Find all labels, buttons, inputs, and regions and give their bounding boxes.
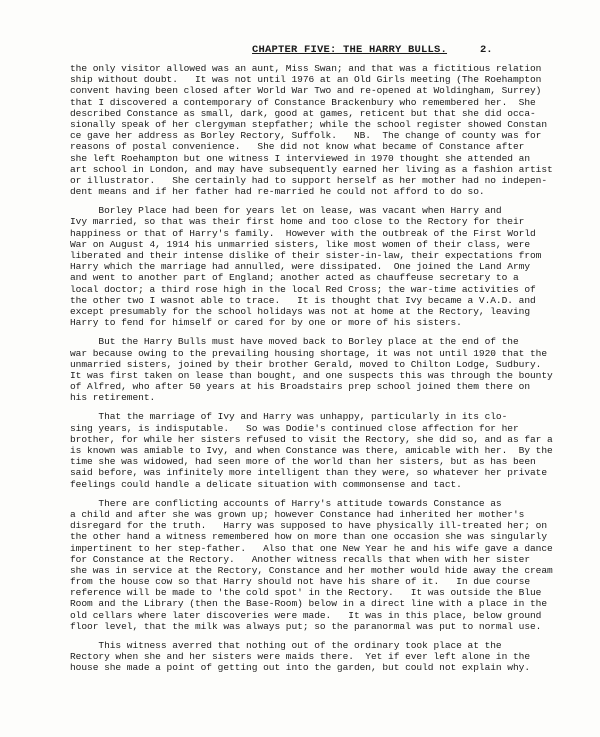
text-line: of Alfred, who after 50 years at his Broadstairs prep school joined them there on — [70, 381, 531, 393]
text-line: house she made a point of getting out into the garden, but could not explain why. — [70, 662, 531, 674]
paragraph — [70, 205, 570, 328]
paragraph-gap — [70, 328, 570, 336]
paragraph — [70, 640, 570, 674]
text-line: old cellars where later discoveries were made. It was in this place, below ground — [70, 609, 542, 621]
text-line: unmarried sisters, joined by their brother Gerald, moved to Chilton Lodge, Sudbury. — [70, 358, 542, 370]
text-line: and went to another part of England; another acted as chauffeuse secretary to a — [70, 272, 519, 284]
text-line: That the marriage of Ivy and Harry was unhappy, particularly in its clo- — [70, 411, 508, 423]
text-line: the only visitor allowed was an aunt, Miss Swan; and that was a fictitious relation — [70, 63, 542, 74]
paragraph-gap — [70, 490, 570, 498]
page-number: 2. — [480, 44, 493, 56]
text-line: or illustrator. She certainly had to support herself as her mother had no indepen- — [70, 174, 548, 186]
text-line: impertinent to her step-father. Also that one New Year he and his wife gave a dance — [70, 542, 553, 554]
text-line: from the house cow so that Harry should not have his share of it. In due course — [70, 576, 531, 588]
document-body — [70, 63, 570, 674]
text-line: war because owing to the prevailing housing shortage, it was not until 1920 that the — [70, 347, 548, 359]
paragraph-gap — [70, 197, 570, 205]
text-line: Ivy married, so that was their first home and too close to the Rectory for their — [70, 216, 525, 228]
text-line: art school in London, and may have subsequently earned her living as a fashion artist — [70, 163, 553, 175]
text-line: There are conflicting accounts of Harry's attitude towards Constance as — [70, 497, 502, 509]
text-line: feelings could handle a delicate situation with commonsense and tact. — [70, 478, 462, 490]
paragraph — [70, 411, 570, 489]
text-line: disregard for the truth. Harry was supposed to have physically ill-treated her; on — [70, 520, 548, 532]
text-line: But the Harry Bulls must have moved back to Borley place at the end of the — [70, 336, 519, 348]
text-line: ship without doubt. It was not until 1976 at an Old Girls meeting (The Roehampton — [70, 74, 542, 86]
text-line: reasons of postal convenience. She did not know what became of Constance after — [70, 141, 525, 153]
paragraph — [70, 63, 570, 197]
text-line: It was first taken on lease than bought, and one suspects this was through the bounty — [70, 369, 553, 381]
text-line: sing years, is indisputable. So was Dodie's continued close affection for her — [70, 422, 519, 434]
text-line: reference will be made to 'the cold spot' in the Rectory. It was outside the Blue — [70, 587, 542, 599]
paragraph-gap — [70, 403, 570, 411]
paragraph — [70, 336, 570, 403]
text-line: the other hand a witness remembered how on more than one occasion she was singularly — [70, 531, 548, 543]
text-line: said before, was infinitely more intelligent than they were, so whatever her private — [70, 467, 548, 479]
text-line: sionally speak of her clergyman stepfather; while the school register showed Constan — [70, 118, 548, 130]
text-line: for Constance at the Rectory. Another witness recalls that when with her sister — [70, 553, 531, 565]
text-line: This witness averred that nothing out of the ordinary took place at the — [70, 640, 502, 651]
text-line: a child and after she was grown up; however Constance had inherited her mother's — [70, 508, 525, 520]
text-line: is known was amiable to Ivy, and when Constance was there, amicable with her. By the — [70, 445, 553, 456]
text-line: brother, for while her sisters refused to visit the Rectory, she did so, and as far a — [70, 433, 553, 445]
text-line: liberated and their intense dislike of their sister-in-law, their expectations from — [70, 250, 542, 261]
text-line: time she was widowed, had seen more of the world than her sisters, but as has been — [70, 456, 536, 468]
text-line: War on August 4, 1914 his unmarried sisters, like most women of their class, were — [70, 238, 531, 250]
text-line: dent means and if her father had re-married he could not afford to do so. — [70, 186, 485, 198]
text-line: that I discovered a contemporary of Constance Brackenbury who remembered her. She — [70, 96, 536, 108]
text-line: Rectory when she and her sisters were maids there. Yet if ever left alone in the — [70, 651, 531, 663]
text-line: except presumably for the school holidays was not at home at the Rectory, leaving — [70, 305, 531, 317]
text-line: ce gave her address as Borley Rectory, Suffolk. NB. The change of county was for — [70, 130, 542, 142]
page-header — [0, 44, 600, 58]
text-line: the other two I wasnot able to trace. It is thought that Ivy became a V.A.D. and — [70, 294, 536, 306]
text-line: Harry to fend for himself or cared for by one or more of his sisters. — [70, 317, 462, 329]
text-line: local doctor; a third rose high in the local Red Cross; the war-time activities of — [70, 283, 536, 295]
paragraph-gap — [70, 632, 570, 640]
text-line: floor level, that the milk was always put; so the paranormal was put to normal use. — [70, 620, 542, 632]
text-line: Harry which the marriage had annulled, were dissipated. One joined the Land Army — [70, 261, 531, 273]
text-line: she left Roehampton but one witness I interviewed in 1970 thought she attended an — [70, 152, 531, 164]
text-line: convent having been closed after World War Two and re-opened at Woldingham, Surrey) — [70, 85, 542, 97]
text-line: happiness or that of Harry's family. However with the outbreak of the First World — [70, 227, 536, 239]
chapter-title: CHAPTER FIVE: THE HARRY BULLS. — [252, 44, 448, 56]
paragraph — [70, 498, 570, 632]
text-line: described Constance as small, dark, good at games, reticent but that she did occa- — [70, 107, 536, 119]
text-line: Borley Place had been for years let on lease, was vacant when Harry and — [70, 205, 502, 217]
text-line: Room and the Library (then the Base-Room) below in a direct line with a place in the — [70, 598, 548, 610]
text-line: his retirement. — [70, 392, 156, 404]
text-line: she was in service at the Rectory, Constance and her mother would hide away the cream — [70, 564, 553, 576]
